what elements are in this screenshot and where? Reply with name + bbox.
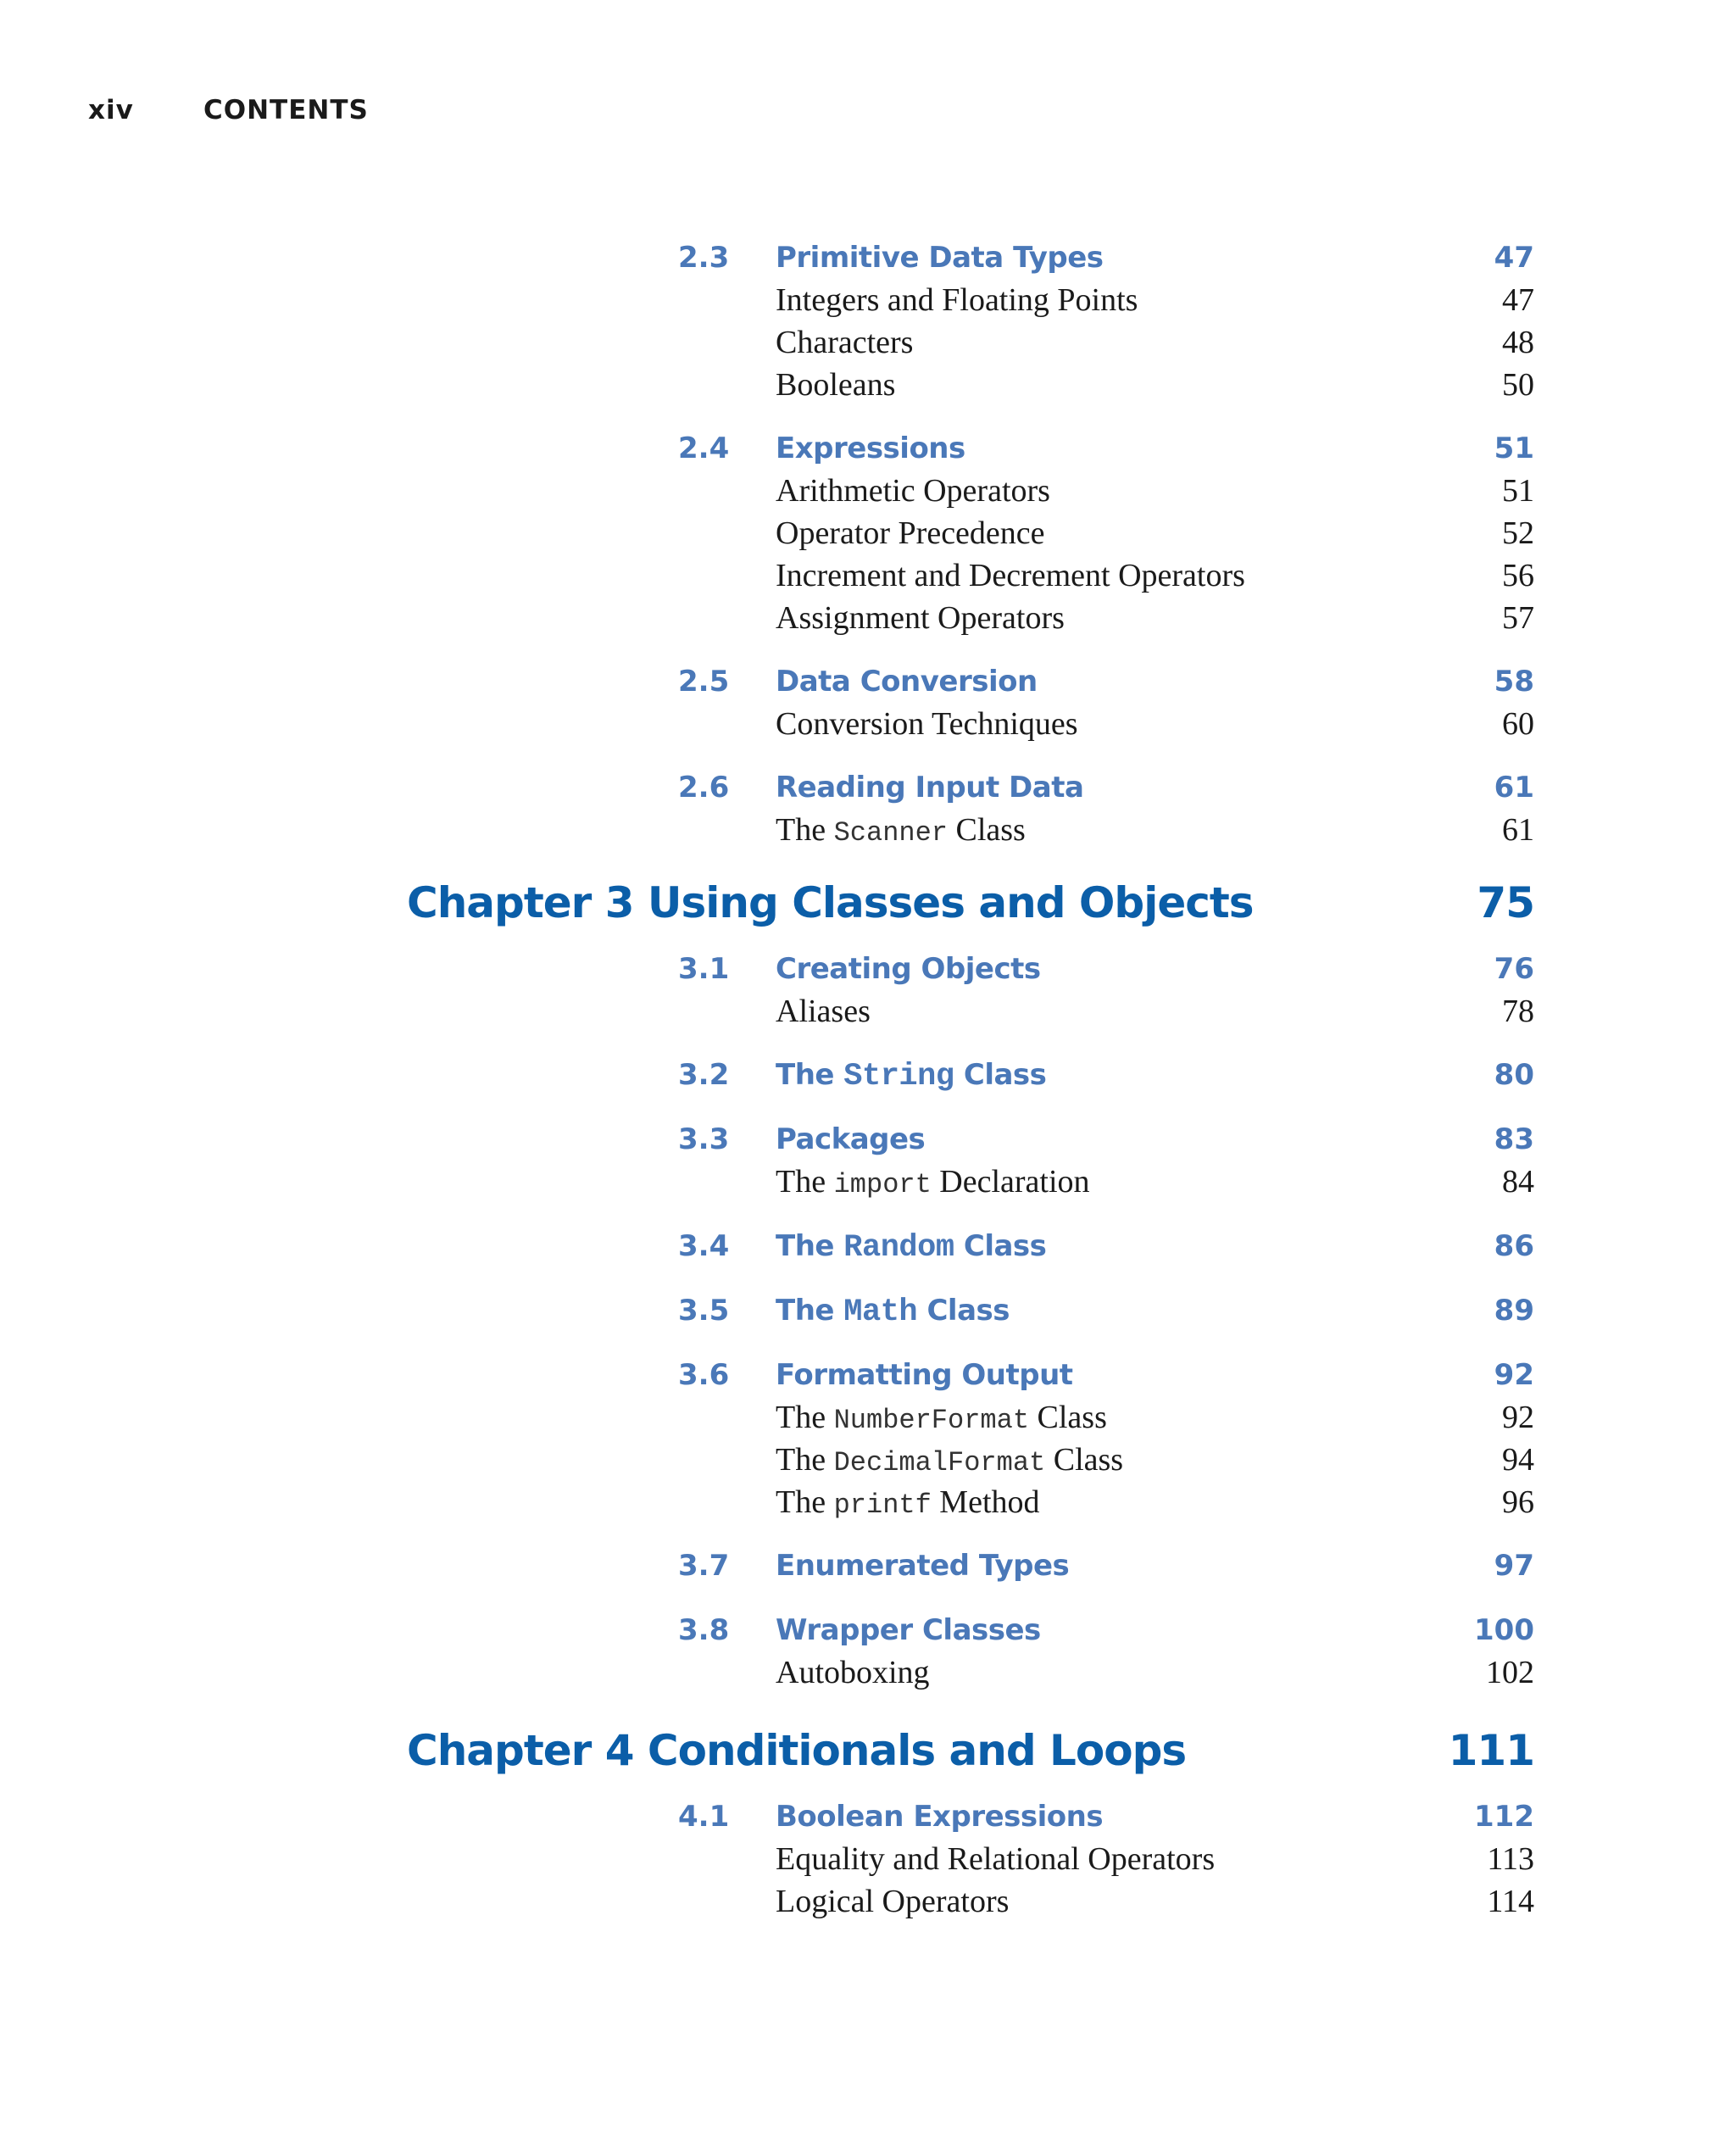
entry-title: Increment and Decrement Operators — [776, 558, 1245, 593]
entry-page: 57 — [1502, 600, 1534, 636]
chapter-page: 75 — [1477, 878, 1534, 927]
section-page: 47 — [1494, 241, 1534, 275]
section-number: 3.3 — [678, 1122, 730, 1156]
section-page: 80 — [1494, 1058, 1534, 1092]
section-page: 89 — [1494, 1294, 1534, 1328]
toc-entry[interactable] — [0, 364, 1736, 406]
code-term: printf — [833, 1489, 932, 1521]
entry-title: Equality and Relational Operators — [776, 1841, 1216, 1877]
toc-entry[interactable] — [0, 597, 1736, 639]
entry-page: 113 — [1487, 1841, 1534, 1877]
section-number: 3.5 — [678, 1294, 730, 1328]
section-number: 3.2 — [678, 1058, 730, 1092]
entry-page: 56 — [1502, 558, 1534, 593]
toc-entry[interactable] — [0, 703, 1736, 745]
toc-section-3-7[interactable] — [0, 1545, 1736, 1587]
section-number: 3.7 — [678, 1549, 730, 1583]
section-number: 3.1 — [678, 952, 730, 986]
entry-page: 78 — [1502, 994, 1534, 1029]
header-title: CONTENTS — [203, 95, 369, 125]
entry-page: 114 — [1487, 1884, 1534, 1919]
toc-chapter-4[interactable] — [0, 1721, 1736, 1780]
toc-entry[interactable] — [0, 470, 1736, 512]
code-term: Scanner — [833, 817, 948, 849]
toc-section-3-2[interactable] — [0, 1054, 1736, 1096]
toc-section-3-8[interactable] — [0, 1609, 1736, 1651]
toc-section-2-3[interactable] — [0, 237, 1736, 279]
entry-title: Assignment Operators — [776, 600, 1065, 636]
section-title: Primitive Data Types — [776, 241, 1104, 275]
section-title: The Math Class — [776, 1294, 1010, 1330]
entry-title: Booleans — [776, 367, 896, 403]
chapter-title: Conditionals and Loops — [647, 1726, 1187, 1775]
section-number: 4.1 — [678, 1800, 730, 1834]
entry-page: 102 — [1486, 1655, 1534, 1690]
chapter-heading — [407, 1721, 1186, 1780]
section-number: 2.4 — [678, 431, 730, 465]
code-term: String — [843, 1059, 954, 1094]
toc-entry[interactable] — [0, 321, 1736, 364]
section-title: Wrapper Classes — [776, 1613, 1041, 1647]
toc-section-3-4[interactable] — [0, 1225, 1736, 1267]
section-page: 51 — [1494, 431, 1534, 465]
entry-page: 60 — [1502, 706, 1534, 742]
toc-entry[interactable] — [0, 1396, 1736, 1439]
section-number: 3.8 — [678, 1613, 730, 1647]
toc-entry[interactable] — [0, 809, 1736, 851]
entry-page: 51 — [1502, 473, 1534, 509]
entry-title: Arithmetic Operators — [776, 473, 1050, 509]
entry-page: 84 — [1502, 1164, 1534, 1200]
section-title: Formatting Output — [776, 1358, 1073, 1392]
section-title: Enumerated Types — [776, 1549, 1070, 1583]
toc-entry[interactable] — [0, 512, 1736, 554]
toc-entry[interactable] — [0, 279, 1736, 321]
section-title: The Random Class — [776, 1229, 1047, 1266]
entry-title: Integers and Floating Points — [776, 282, 1138, 318]
code-term: NumberFormat — [833, 1405, 1030, 1436]
running-header — [88, 95, 369, 125]
entry-page: 94 — [1502, 1442, 1534, 1478]
toc-entry[interactable] — [0, 1481, 1736, 1523]
toc-entry[interactable] — [0, 1880, 1736, 1923]
toc-section-3-5[interactable] — [0, 1289, 1736, 1332]
toc-section-4-1[interactable] — [0, 1795, 1736, 1838]
chapter-title: Using Classes and Objects — [647, 878, 1254, 927]
entry-title: Operator Precedence — [776, 515, 1045, 551]
section-title: Packages — [776, 1122, 926, 1156]
toc-section-3-1[interactable] — [0, 948, 1736, 990]
toc-entry[interactable] — [0, 990, 1736, 1033]
toc-entry[interactable] — [0, 1838, 1736, 1880]
entry-title: The Scanner Class — [776, 812, 1026, 849]
code-term: import — [833, 1169, 932, 1200]
entry-page: 50 — [1502, 367, 1534, 403]
entry-title: Characters — [776, 325, 914, 360]
toc-section-2-6[interactable] — [0, 766, 1736, 809]
section-title: Data Conversion — [776, 665, 1038, 699]
section-title: Reading Input Data — [776, 771, 1084, 804]
section-page: 100 — [1474, 1613, 1534, 1647]
toc-section-2-4[interactable] — [0, 427, 1736, 470]
chapter-page: 111 — [1448, 1726, 1534, 1775]
entry-page: 61 — [1502, 812, 1534, 848]
entry-title: The DecimalFormat Class — [776, 1442, 1124, 1478]
code-term: DecimalFormat — [833, 1447, 1046, 1478]
toc-chapter-3[interactable] — [0, 873, 1736, 933]
section-page: 86 — [1494, 1229, 1534, 1263]
section-title: The String Class — [776, 1058, 1047, 1094]
chapter-label: Chapter 3 — [407, 878, 634, 927]
section-number: 2.6 — [678, 771, 730, 804]
section-page: 97 — [1494, 1549, 1534, 1583]
toc-entry[interactable] — [0, 1651, 1736, 1694]
code-term: Math — [843, 1294, 918, 1330]
entry-page: 48 — [1502, 325, 1534, 360]
section-number: 3.4 — [678, 1229, 730, 1263]
section-number: 2.5 — [678, 665, 730, 699]
toc-section-3-6[interactable] — [0, 1354, 1736, 1396]
section-title: Creating Objects — [776, 952, 1041, 986]
entry-title: Autoboxing — [776, 1655, 930, 1690]
section-number: 2.3 — [678, 241, 730, 275]
entry-title: Aliases — [776, 994, 871, 1029]
entry-page: 96 — [1502, 1484, 1534, 1520]
toc-section-2-5[interactable] — [0, 660, 1736, 703]
entry-page: 47 — [1502, 282, 1534, 318]
entry-title: Logical Operators — [776, 1884, 1010, 1919]
entry-title: The import Declaration — [776, 1164, 1090, 1200]
section-page: 92 — [1494, 1358, 1534, 1392]
section-title: Boolean Expressions — [776, 1800, 1104, 1834]
entry-title: The NumberFormat Class — [776, 1400, 1107, 1436]
section-page: 58 — [1494, 665, 1534, 699]
entry-title: Conversion Techniques — [776, 706, 1078, 742]
toc-section-3-3[interactable] — [0, 1118, 1736, 1161]
toc-entry[interactable] — [0, 554, 1736, 597]
section-page: 112 — [1474, 1800, 1534, 1834]
section-number: 3.6 — [678, 1358, 730, 1392]
section-page: 61 — [1494, 771, 1534, 804]
entry-title: The printf Method — [776, 1484, 1040, 1521]
entry-page: 52 — [1502, 515, 1534, 551]
toc-entry[interactable] — [0, 1161, 1736, 1203]
chapter-heading — [407, 873, 1254, 933]
entry-page: 92 — [1502, 1400, 1534, 1435]
toc-entry[interactable] — [0, 1439, 1736, 1481]
section-page: 83 — [1494, 1122, 1534, 1156]
page-number: xiv — [88, 95, 134, 125]
chapter-label: Chapter 4 — [407, 1726, 634, 1775]
section-page: 76 — [1494, 952, 1534, 986]
code-term: Random — [843, 1230, 954, 1266]
section-title: Expressions — [776, 431, 965, 465]
